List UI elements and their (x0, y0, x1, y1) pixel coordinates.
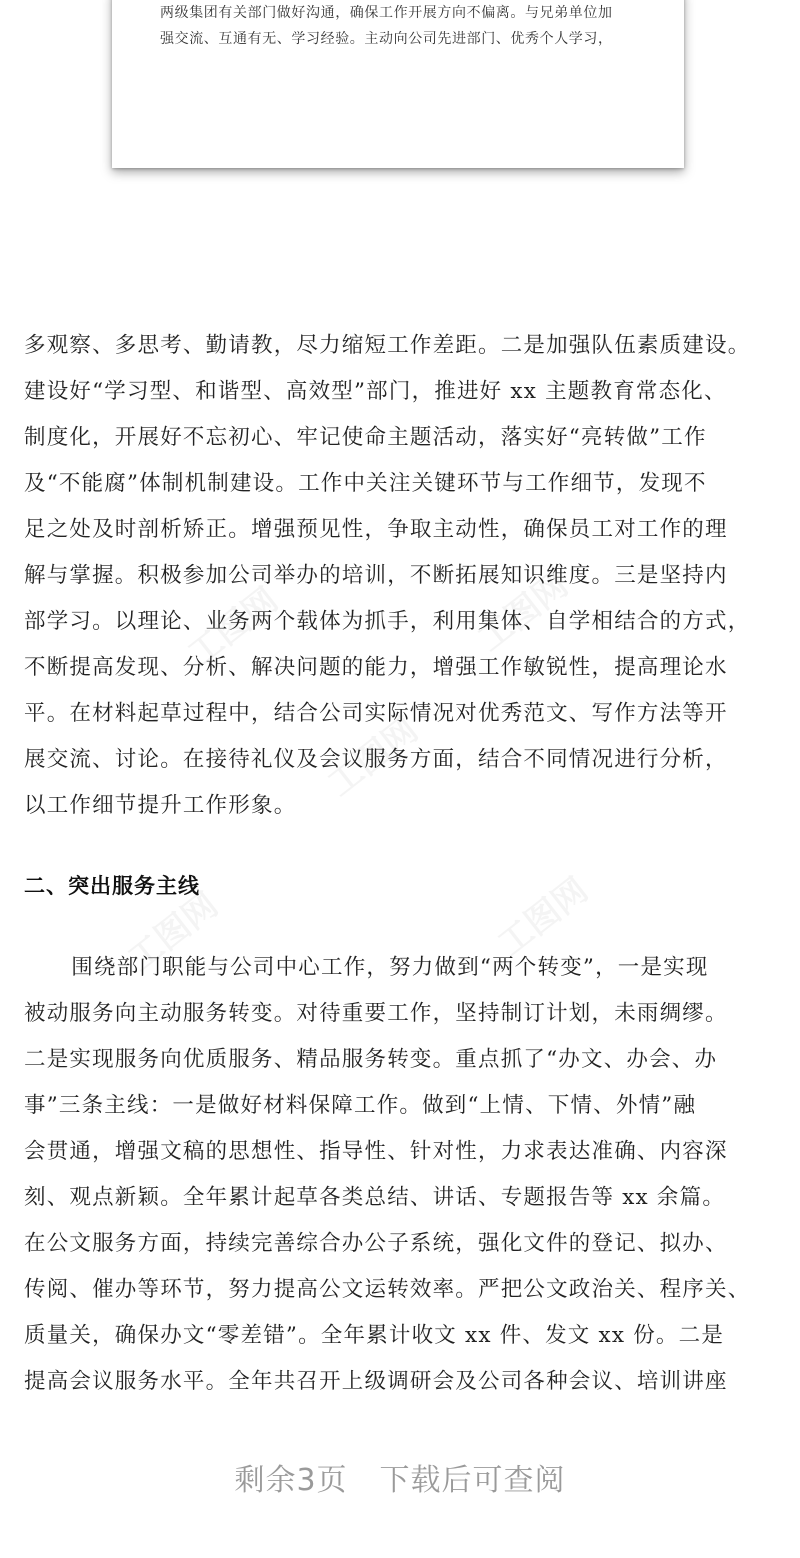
section-heading: 二、突出服务主线 (24, 874, 200, 898)
remaining-pages-label: 剩余3页 (234, 1463, 348, 1498)
section-one-body (24, 323, 776, 829)
text-line: 多观察、多思考、勤请教，尽力缩短工作差距。二是加强队伍素质建设。 (24, 333, 751, 358)
text-line: 及“不能腐”体制机制建设。工作中关注关键环节与工作细节，发现不 (24, 471, 707, 496)
text-line: 会贯通，增强文稿的思想性、指导性、针对性，力求表达准确、内容深 (24, 1139, 728, 1164)
text-line: 以工作细节提升工作形象。 (24, 793, 297, 818)
text-line: 制度化，开展好不忘初心、牢记使命主题活动，落实好“亮转做”工作 (24, 425, 707, 450)
preview-line: 强交流、互通有无、学习经验。主动向公司先进部门、优秀个人学习， (160, 31, 613, 47)
text-line: 展交流、讨论。在接待礼仪及会议服务方面，结合不同情况进行分析， (24, 747, 728, 772)
preview-line: 两级集团有关部门做好沟通，确保工作开展方向不偏离。与兄弟单位加 (160, 5, 613, 21)
previous-page-preview (112, 0, 684, 168)
text-line: 解与掌握。积极参加公司举办的培训，不断拓展知识维度。三是坚持内 (24, 563, 728, 588)
text-line: 刻、观点新颖。全年累计起草各类总结、讲话、专题报告等 xx 余篇。 (24, 1185, 726, 1210)
preview-text (160, 0, 640, 52)
text-line: 二是实现服务向优质服务、精品服务转变。重点抓了“办文、办会、办 (24, 1047, 718, 1072)
text-line: 质量关，确保办文“零差错”。全年累计收文 xx 件、发文 xx 份。二是 (24, 1323, 725, 1348)
text-line: 事”三条主线：一是做好材料保障工作。做到“上情、下情、外情”融 (24, 1093, 697, 1118)
text-line: 建设好“学习型、和谐型、高效型”部门，推进好 xx 主题教育常态化、 (24, 379, 727, 404)
text-line: 提高会议服务水平。全年共召开上级调研会及公司各种会议、培训讲座 (24, 1369, 728, 1394)
text-line: 足之处及时剖析矫正。增强预见性，争取主动性，确保员工对工作的理 (24, 517, 728, 542)
download-prompt-label[interactable]: 下载后可查阅 (379, 1463, 566, 1498)
remaining-pages-banner[interactable] (0, 1456, 800, 1506)
text-line: 部学习。以理论、业务两个载体为抓手，利用集体、自学相结合的方式， (24, 609, 751, 634)
text-line: 不断提高发现、分析、解决问题的能力，增强工作敏锐性，提高理论水 (24, 655, 728, 680)
text-line: 在公文服务方面，持续完善综合办公子系统，强化文件的登记、拟办、 (24, 1231, 728, 1256)
text-line: 被动服务向主动服务转变。对待重要工作，坚持制订计划，未雨绸缪。 (24, 1001, 728, 1026)
text-line: 平。在材料起草过程中，结合公司实际情况对优秀范文、写作方法等开 (24, 701, 728, 726)
text-line: 围绕部门职能与公司中心工作，努力做到“两个转变”，一是实现 (71, 955, 709, 980)
text-line: 传阅、催办等环节，努力提高公文运转效率。严把公文政治关、程序关、 (24, 1277, 751, 1302)
section-two-body (24, 945, 776, 1405)
